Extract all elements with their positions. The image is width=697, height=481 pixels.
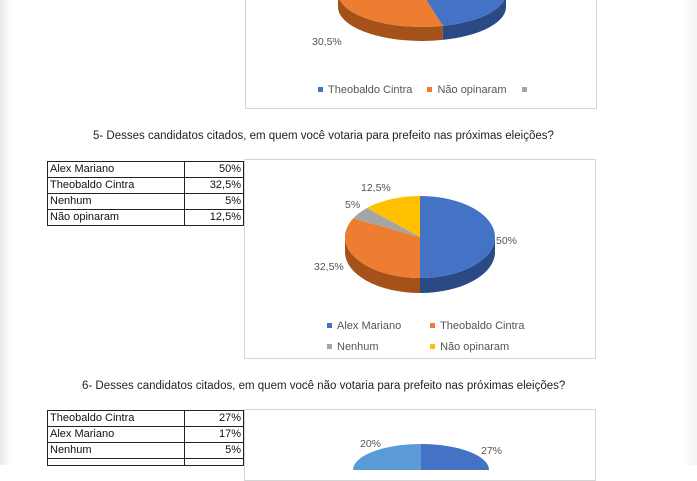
legend-label: Theobaldo Cintra [440,320,525,332]
data-label-q6-b: 27% [481,445,503,457]
pie-chart-q6 [245,410,595,470]
table-cell-name: Alex Mariano [48,162,185,178]
chart-box-q6 [244,409,596,481]
legend-item [430,337,509,358]
legend-item [522,84,532,96]
table-row [48,427,244,443]
table-cell-value: 12,5% [185,210,244,226]
legend-label: Theobaldo Cintra [328,84,413,96]
table-cell-value: 17% [185,427,244,443]
table-row [48,194,244,210]
data-label-q5-3: 12,5% [361,182,391,194]
table-cell-name: Nenhum [48,194,185,210]
data-label-top-orange: 30,5% [312,36,342,48]
legend-item [427,84,506,96]
table-cell-name: Alex Mariano [48,427,185,443]
legend-swatch-orange [430,323,435,328]
legend-item [430,316,524,337]
legend-label: Não opinaram [440,341,510,353]
legend-item [318,84,412,96]
pie-q6-slice-blue [421,444,489,470]
table-row [48,162,244,178]
chart-box-top [245,0,597,109]
legend-top [318,84,544,96]
legend-item [327,316,415,337]
table-cell-value: 5% [185,194,244,210]
chart-box-q5 [244,159,596,359]
question-5-title: 5- Desses candidatos citados, em quem você votaria para prefeito nas próximas eleições? [93,130,554,142]
legend-swatch-gray [522,87,527,92]
table-cell-name [48,459,185,466]
table-cell-name: Theobaldo Cintra [48,178,185,194]
legend-label: Nenhum [337,341,379,353]
data-label-q5-2: 5% [345,199,361,211]
legend-swatch-gray [327,344,332,349]
legend-swatch-yellow [430,344,435,349]
table-cell-value: 5% [185,443,244,459]
legend-q5 [327,316,536,358]
legend-swatch-orange [427,87,432,92]
data-label-q5-1: 32,5% [314,261,344,273]
table-row [48,459,244,466]
table-cell-name: Nenhum [48,443,185,459]
question-6-title: 6- Desses candidatos citados, em quem você não votaria para prefeito nas próximas eleições? [82,380,566,392]
table-cell-value: 32,5% [185,178,244,194]
table-row [48,178,244,194]
legend-label: Alex Mariano [337,320,402,332]
legend-label: Não opinaram [437,84,507,96]
data-label-q6-a: 20% [360,438,382,450]
q6-table [47,410,244,466]
table-cell-value [185,459,244,466]
table-cell-value: 27% [185,411,244,427]
table-cell-value: 50% [185,162,244,178]
q5-table [47,161,244,226]
table-cell-name: Não opinaram [48,210,185,226]
table-row [48,411,244,427]
table-cell-name: Theobaldo Cintra [48,411,185,427]
table-row [48,443,244,459]
legend-swatch-blue [327,323,332,328]
data-label-q5-0: 50% [496,235,518,247]
table-row [48,210,244,226]
legend-item [327,337,415,358]
legend-swatch-blue [318,87,323,92]
